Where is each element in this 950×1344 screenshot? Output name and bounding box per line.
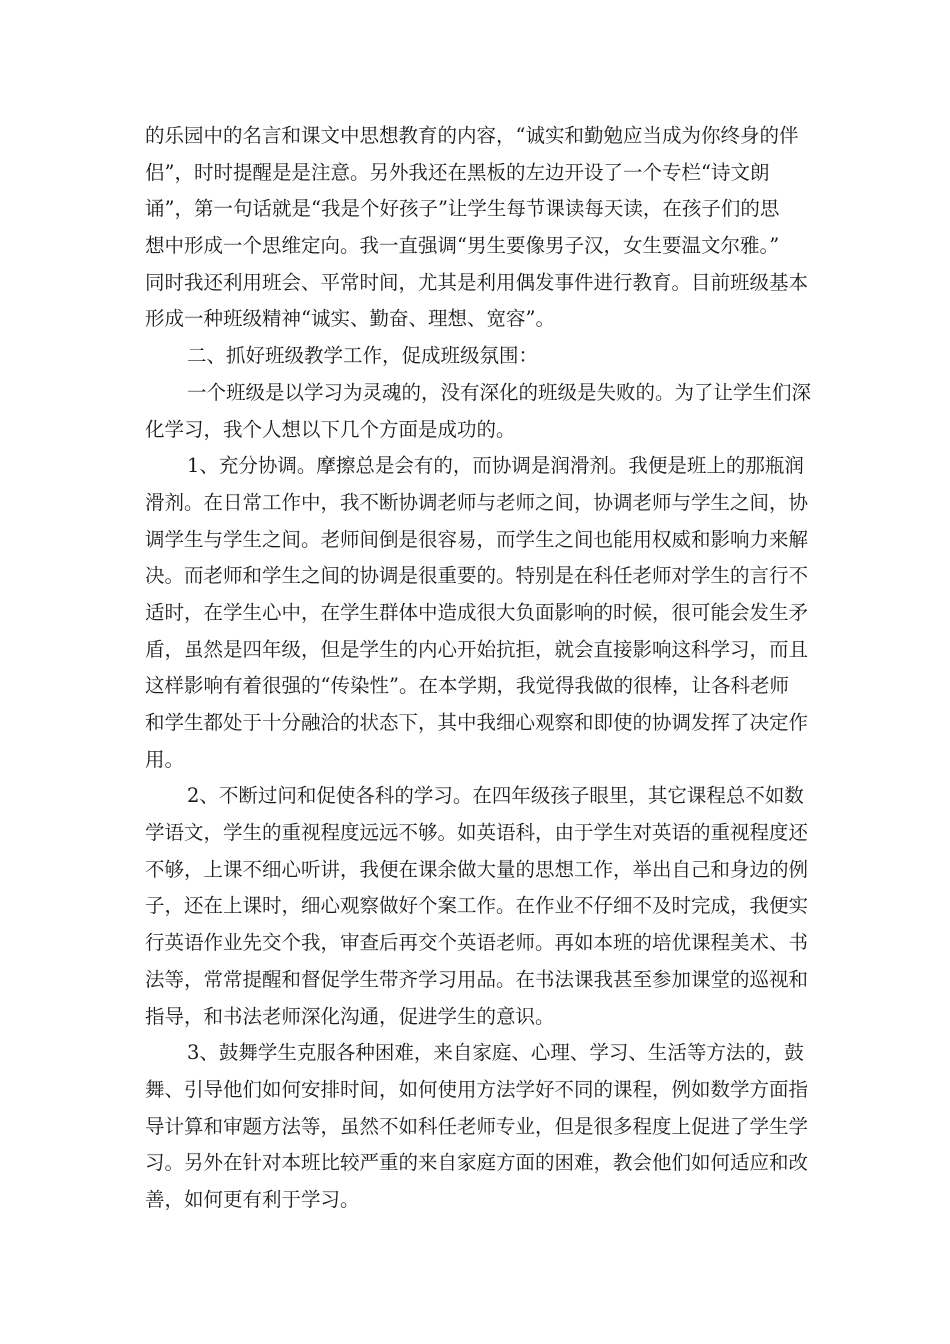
text-line: 这样影响有着很强的“传染性”。在本学期，我觉得我做的很棒，让各科老师 [145,674,789,698]
text-line: 3、鼓舞学生克服各种困难，来自家庭、心理、学习、生活等方法的，鼓 [187,1041,804,1065]
text-line: 同时我还利用班会、平常时间，尤其是利用偶发事件进行教育。目前班级基本 [145,270,809,294]
text-line: 1、充分协调。摩擦总是会有的，而协调是润滑剂。我便是班上的那瓶润 [187,454,804,478]
text-line: 决。而老师和学生之间的协调是很重要的。特别是在科任老师对学生的言行不 [145,564,809,588]
text-line: 学语文，学生的重视程度远远不够。如英语科，由于学生对英语的重视程度还 [145,821,809,845]
text-line: 调学生与学生之间。老师间倒是很容易，而学生之间也能用权威和影响力来解 [145,527,809,551]
document-body [145,118,812,1219]
text-line: 侣”，时时提醒是是注意。另外我还在黑板的左边开设了一个专栏“诗文朗 [145,160,770,184]
text-line: 的乐园中的名言和课文中思想教育的内容，“诚实和勤勉应当成为你终身的伴 [145,124,799,147]
text-line: 想中形成一个思维定向。我一直强调“男生要像男子汉，女生要温文尔雅。” [145,234,780,258]
text-line: 用。 [145,747,185,771]
text-line: 导计算和审题方法等，虽然不如科任老师专业，但是很多程度上促进了学生学 [145,1114,809,1138]
text-line: 习。另外在针对本班比较严重的来自家庭方面的困难，教会他们如何适应和改 [145,1151,809,1175]
text-line: 适时，在学生心中，在学生群体中造成很大负面影响的时候，很可能会发生矛 [145,600,809,624]
text-line: 滑剂。在日常工作中，我不断协调老师与老师之间，协调老师与学生之间，协 [145,490,809,514]
text-line: 诵”，第一句话就是“我是个好孩子”让学生每节课读每天读，在孩子们的思 [145,197,780,221]
text-line: 和学生都处于十分融洽的状态下，其中我细心观察和即使的协调发挥了决定作 [145,711,809,734]
text-line: 形成一种班级精神“诚实、勤奋、理想、宽容”。 [145,307,555,331]
text-line: 2、不断过问和促使各科的学习。在四年级孩子眼里，其它课程总不如数 [187,784,804,808]
text-line: 子，还在上课时，细心观察做好个案工作。在作业不仔细不及时完成，我便实 [145,894,809,918]
text-line: 指导，和书法老师深化沟通，促进学生的意识。 [145,1004,555,1028]
text-line: 化学习，我个人想以下几个方面是成功的。 [145,417,516,441]
text-line: 一个班级是以学习为灵魂的，没有深化的班级是失败的。为了让学生们深 [187,380,812,404]
text-line: 盾，虽然是四年级，但是学生的内心开始抗拒，就会直接影响这科学习，而且 [145,637,809,661]
text-line: 舞、引导他们如何安排时间，如何使用方法学好不同的课程，例如数学方面指 [145,1077,809,1101]
text-line: 善，如何更有利于学习。 [145,1187,360,1211]
text-line: 二、抓好班级教学工作，促成班级氛围： [187,344,539,368]
text-line: 不够，上课不细心听讲，我便在课余做大量的思想工作，举出自己和身边的例 [145,857,809,881]
text-line: 行英语作业先交个我，审查后再交个英语老师。再如本班的培优课程美术、书 [145,931,809,955]
text-line: 法等，常常提醒和督促学生带齐学习用品。在书法课我甚至参加课堂的巡视和 [145,967,809,991]
